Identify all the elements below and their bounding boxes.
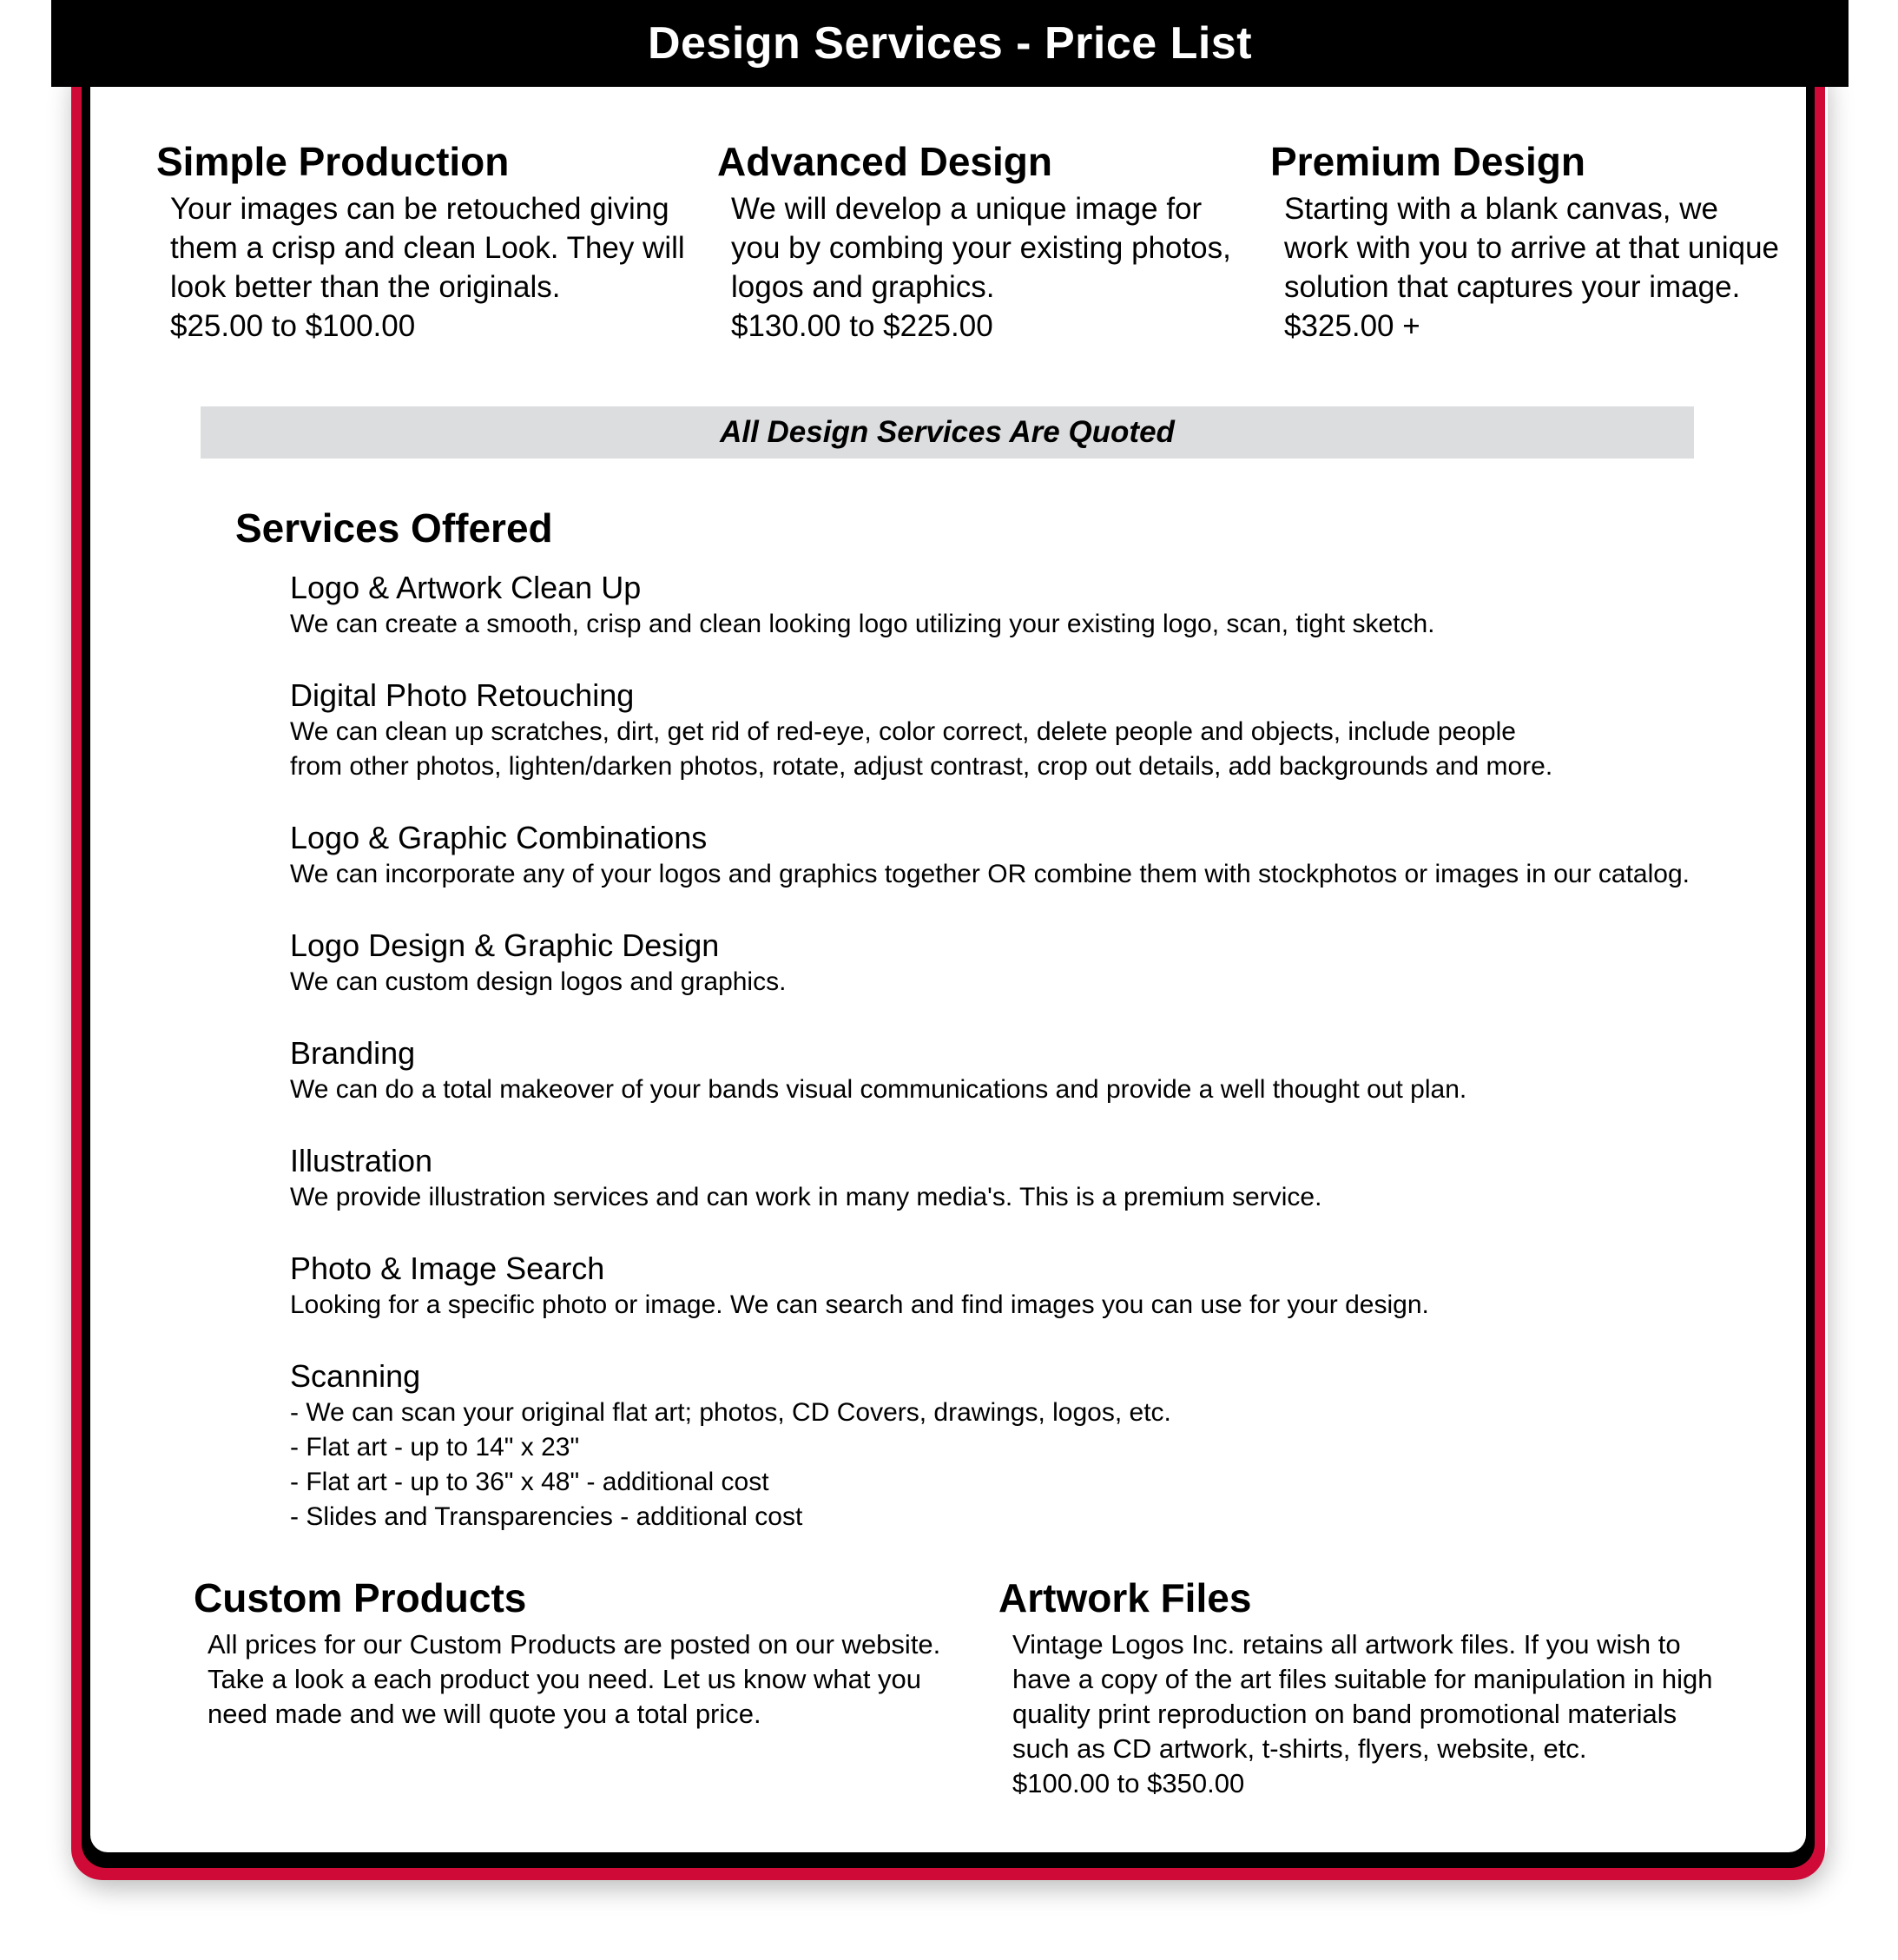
service-name: Logo & Graphic Combinations (290, 820, 708, 855)
tier-description-line: you by combing your existing photos, (731, 231, 1231, 265)
artwork-files-line: have a copy of the art files suitable for manipulation in high (1012, 1664, 1713, 1694)
page-title: Design Services - Price List (647, 18, 1253, 69)
tier-description-line: Your images can be retouched giving (170, 192, 669, 226)
service-name: Logo Design & Graphic Design (290, 927, 720, 963)
service-description-line: - We can scan your original flat art; photos, CD Covers, drawings, logos, etc. (290, 1398, 1171, 1427)
tier-description-line: look better than the originals. (170, 270, 561, 304)
tier-description-line: Starting with a blank canvas, we (1284, 192, 1718, 226)
service-description-line: We provide illustration services and can work in many media's. This is a premium service. (290, 1183, 1322, 1211)
services-title: Services Offered (235, 505, 553, 551)
custom-products-title: Custom Products (194, 1575, 527, 1620)
tier-description (170, 189, 685, 307)
service-item (290, 1142, 1783, 1215)
quoted-banner-text: All Design Services Are Quoted (720, 415, 1175, 449)
service-description-line: from other photos, lighten/darken photos, rotate, adjust contrast, crop out details, add backgrounds and more. (290, 752, 1553, 781)
service-description-line: We can clean up scratches, dirt, get rid of red-eye, color correct, delete people and objects, include people (290, 717, 1516, 746)
service-name: Branding (290, 1035, 416, 1071)
service-description-line: - Slides and Transparencies - additional cost (290, 1502, 803, 1531)
artwork-files-line: Vintage Logos Inc. retains all artwork files. If you wish to (1012, 1629, 1681, 1660)
quoted-banner (201, 406, 1694, 459)
service-item (290, 1034, 1783, 1107)
service-description-line: We can incorporate any of your logos and graphics together OR combine them with stockphotos or images in our catalog. (290, 860, 1690, 888)
tier-price: $325.00 + (1284, 309, 1420, 343)
custom-products-body (194, 1627, 940, 1732)
tier-price: $130.00 to $225.00 (731, 309, 993, 343)
artwork-files-section (998, 1572, 1712, 1801)
service-name: Logo & Artwork Clean Up (290, 570, 642, 605)
tier-description-line: solution that captures your image. (1284, 270, 1741, 304)
custom-products-line: Take a look a each product you need. Let us know what you (208, 1664, 922, 1694)
tier-advanced-design (717, 135, 1231, 346)
service-item (290, 927, 1783, 1000)
services-list (290, 569, 1783, 1569)
tier-premium-design (1270, 135, 1779, 346)
custom-products-section (194, 1572, 940, 1732)
artwork-files-title: Artwork Files (998, 1575, 1252, 1620)
artwork-files-price: $100.00 to $350.00 (1012, 1768, 1245, 1798)
service-description-line: - Flat art - up to 14" x 23" (290, 1433, 580, 1462)
service-item (290, 569, 1783, 642)
service-description-line: We can custom design logos and graphics. (290, 967, 787, 996)
service-name: Photo & Image Search (290, 1251, 605, 1286)
tier-description-line: logos and graphics. (731, 270, 995, 304)
service-name: Digital Photo Retouching (290, 677, 635, 713)
tier-title: Advanced Design (717, 139, 1052, 184)
tier-description-line: We will develop a unique image for (731, 192, 1203, 226)
tier-title: Premium Design (1270, 139, 1585, 184)
service-description-line: - Flat art - up to 36" x 48" - additional cost (290, 1468, 769, 1496)
custom-products-line: need made and we will quote you a total price. (208, 1699, 761, 1729)
artwork-files-line: such as CD artwork, t-shirts, flyers, website, etc. (1012, 1733, 1587, 1764)
service-name: Scanning (290, 1358, 421, 1394)
tier-title: Simple Production (156, 139, 510, 184)
service-description-line: We can do a total makeover of your bands visual communications and provide a well thought out plan. (290, 1075, 1467, 1104)
header-bar (51, 0, 1849, 87)
service-item (290, 1357, 1783, 1534)
service-name: Illustration (290, 1143, 433, 1178)
service-description-line: We can create a smooth, crisp and clean looking logo utilizing your existing logo, scan, tight sketch. (290, 610, 1435, 638)
tier-description-line: work with you to arrive at that unique (1284, 231, 1780, 265)
tier-description (1284, 189, 1779, 307)
artwork-files-body (998, 1627, 1712, 1801)
service-item (290, 819, 1783, 892)
artwork-files-line: quality print reproduction on band promotional materials (1012, 1699, 1677, 1729)
service-description-line: Looking for a specific photo or image. We can search and find images you can use for your design. (290, 1290, 1429, 1319)
tier-description (731, 189, 1231, 307)
custom-products-line: All prices for our Custom Products are posted on our website. (208, 1629, 941, 1660)
service-item (290, 676, 1783, 784)
service-item (290, 1250, 1783, 1323)
tier-price: $25.00 to $100.00 (170, 309, 416, 343)
tier-simple-production (156, 135, 685, 346)
tier-description-line: them a crisp and clean Look. They will (170, 231, 685, 265)
